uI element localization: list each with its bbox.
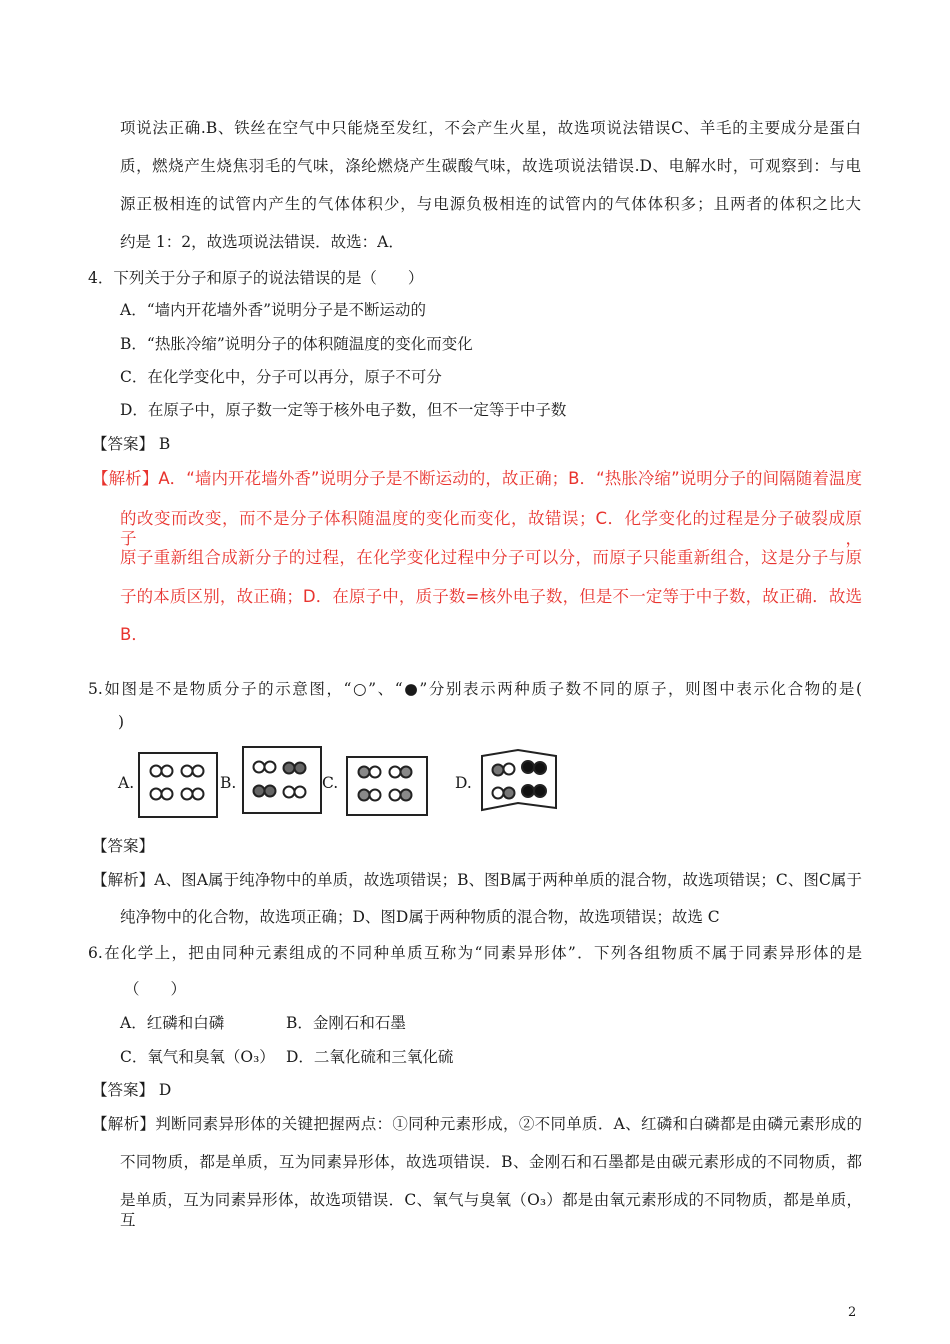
explanation-line: 【解析】A、图A属于纯净物中的单质，故选项错误；B、图B属于两种单质的混合物，故选项错误；C、图C属于 <box>92 871 862 889</box>
question-stem: ) <box>118 713 125 731</box>
figure-label-b: B. <box>220 774 237 792</box>
paragraph-line: 源正极相连的试管内产生的气体体积少，与电源负极相连的试管内的气体体积多；且两者的体积之比大 <box>120 195 861 213</box>
atom-dark <box>265 786 276 797</box>
option-a: A．“墙内开花墙外香”说明分子是不断运动的 <box>120 301 427 319</box>
atom-white <box>151 789 162 800</box>
atom-white <box>182 766 193 777</box>
atom-dark <box>295 763 306 774</box>
answer-label: 【答案】 D <box>92 1081 172 1099</box>
page-number: 2 <box>848 1305 857 1320</box>
question-stem: 4．下列关于分子和原子的说法错误的是（ ） <box>88 269 424 287</box>
atom-white <box>182 789 193 800</box>
atom-dark <box>359 767 370 778</box>
answer-label: 【答案】 B <box>92 435 171 453</box>
explanation-line: 纯净物中的化合物，故选项正确；D、图D属于两种物质的混合物，故选项错误；故选 C <box>120 908 720 926</box>
paragraph-line: 约是 1：2，故选项说法错误．故选：A． <box>120 233 404 251</box>
atom-white <box>390 790 401 801</box>
explanation-line: 【解析】判断同素异形体的关键把握两点：①同种元素形成，②不同单质．A、红磷和白磷都是由磷元素形成的 <box>92 1115 862 1133</box>
atom-white <box>295 787 306 798</box>
figure-label-a: A. <box>118 774 135 792</box>
option-c: C．在化学变化中，分子可以再分，原子不可分 <box>120 368 442 386</box>
option-d: D．在原子中，原子数一定等于核外电子数，但不一定等于中子数 <box>120 401 567 419</box>
question-stem: 6.在化学上，把由同种元素组成的不同种单质互称为“同素异形体”．下列各组物质不属于同素异形体的是 <box>88 944 862 962</box>
atom-black <box>534 785 546 797</box>
atom-dark <box>401 767 412 778</box>
atom-white <box>162 766 173 777</box>
explanation-line: 子的本质区别，故正确；D．在原子中，质子数=核外电子数，但是不一定等于中子数，故正确．故选 <box>120 587 862 606</box>
atom-white <box>162 789 173 800</box>
atom-white <box>193 789 204 800</box>
option-b: B．“热胀冷缩”说明分子的体积随温度的变化而变化 <box>120 335 473 353</box>
atom-white <box>254 762 265 773</box>
explanation-line: 原子重新组合成新分子的过程，在化学变化过程中分子可以分，而原子只能重新组合，这是分子与原 <box>120 548 862 567</box>
explanation-line: 【解析】A．“墙内开花墙外香”说明分子是不断运动的，故正确；B．“热胀冷缩”说明分子的间隔随着温度 <box>92 469 862 488</box>
paragraph-line: 质，燃烧产生烧焦羽毛的气味，涤纶燃烧产生碳酸气味，故选项说法错误.D、电解水时，可观察到：与电 <box>120 157 861 175</box>
atom-dark <box>493 765 504 776</box>
atom-black <box>522 785 534 797</box>
atom-white <box>265 762 276 773</box>
atom-white <box>151 766 162 777</box>
atom-dark <box>359 790 370 801</box>
question-paren: （ ） <box>124 980 187 998</box>
atom-black <box>534 762 546 774</box>
option-b: B．金刚石和石墨 <box>286 1014 406 1032</box>
explanation-line: B． <box>120 625 148 644</box>
atom-dark <box>401 790 412 801</box>
option-d: D．二氧化硫和三氧化硫 <box>286 1048 454 1066</box>
atom-dark <box>254 786 265 797</box>
option-a: A．红磷和白磷 <box>120 1014 225 1032</box>
figure-label-d: D. <box>455 774 472 792</box>
option-c: C．氧气和臭氧（O₃） <box>120 1048 275 1066</box>
atom-white <box>370 767 381 778</box>
explanation-line: 是单质，互为同素异形体，故选项错误．C、氧气与臭氧（O₃）都是由氧元素形成的不同物质，都是单质，互 <box>120 1191 862 1229</box>
atom-white <box>504 764 515 775</box>
atom-dark <box>284 763 295 774</box>
atom-white <box>390 767 401 778</box>
explanation-line: 不同物质，都是单质，互为同素异形体，故选项错误．B、金刚石和石墨都是由碳元素形成的不同物质，都 <box>120 1153 862 1171</box>
atom-white <box>193 766 204 777</box>
atom-white <box>284 787 295 798</box>
figure-label-c: C. <box>322 774 339 792</box>
atom-dark <box>504 788 515 799</box>
atom-white <box>493 788 504 799</box>
answer-label: 【答案】 <box>92 837 155 855</box>
paragraph-line: 项说法正确.B、铁丝在空气中只能烧至发红，不会产生火星，故选项说法错误C、羊毛的主要成分是蛋白 <box>120 119 861 137</box>
explanation-line: 的改变而改变，而不是分子体积随温度的变化而变化，故错误；C．化学变化的过程是分子破裂成原子， <box>120 509 862 548</box>
atom-white <box>370 790 381 801</box>
question-stem: 5.如图是不是物质分子的示意图，“○”、“●”分别表示两种质子数不同的原子，则图中表示化合物的是( <box>88 680 862 698</box>
atom-black <box>522 761 534 773</box>
